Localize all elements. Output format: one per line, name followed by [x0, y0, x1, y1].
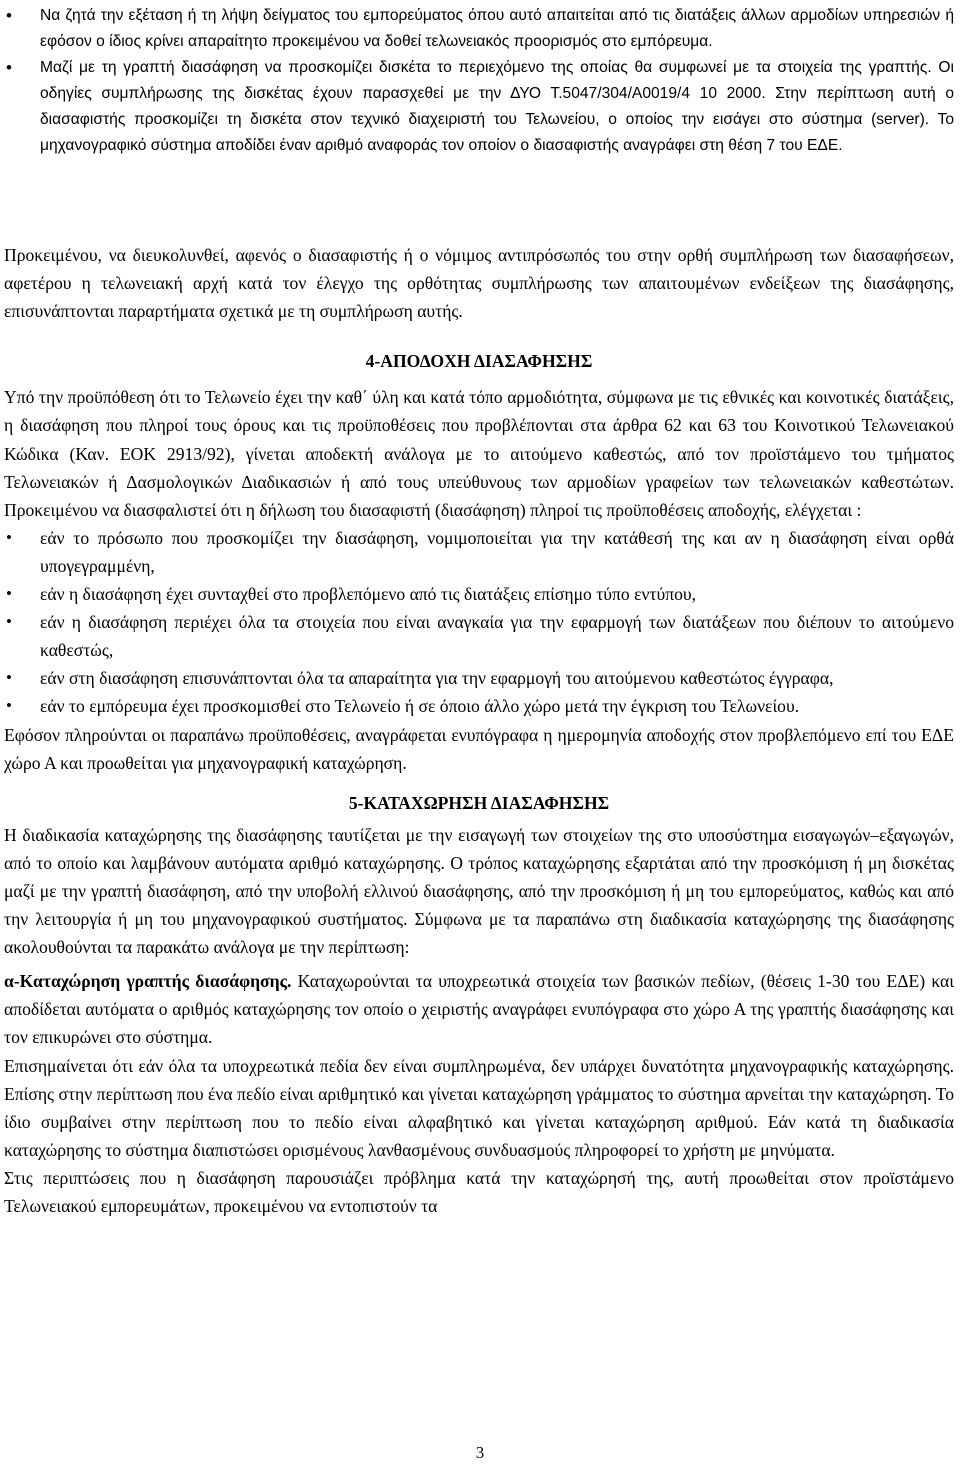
- list-item: • εάν η διασάφηση περιέχει όλα τα στοιχεία που είναι αναγκαία για την εφαρμογή των διατάξεων που διέπουν το αιτούμενο καθεστώς,: [4, 608, 954, 664]
- body-text: [4, 241, 954, 1220]
- paragraph-registration-1: Η διαδικασία καταχώρησης της διασάφησης ταυτίζεται με την εισαγωγή των στοιχείων της στο υποσύστημα εισαγωγών–εξαγωγών, από το οποίο και λαμβάνουν αυτόματα αριθμό καταχώρησης. Ο τρόπος καταχώρησης εξαρτάται από την προσκόμιση ή μη δισκέτας μαζί με την γραπτή διασάφηση, από την υποβολή ελλινού διασάφησης, από την προσκόμιση ή μη του εμπορεύματος, καθώς και από την λειτουργία ή μη του μηχανογραφικού συστήματος. Σύμφωνα με τα παραπάνω στη διαδικασία καταχώρησης της διασάφησης ακολουθούνται τα παρακάτω ανάλογα με την περίπτωση:: [4, 824, 954, 958]
- list-item: • Να ζητά την εξέταση ή τη λήψη δείγματος του εμπορεύματος όπου αυτό απαιτείται από τις διατάξεις άλλων αρμοδίων υπηρεσιών ή εφόσον ο ίδιος κρίνει απαραίτητο προκειμένου να δοθεί τελωνειακός προορισμός στο εμπόρευμα.: [4, 3, 954, 55]
- run-heading-written: α-Καταχώρηση γραπτής διασάφησης.: [4, 971, 292, 992]
- section-heading-acceptance: 4-ΑΠΟΔΟΧΗ ΔΙΑΣΑΦΗΣΗΣ: [365, 351, 593, 372]
- block1: [4, 3, 954, 159]
- list-item: • Μαζί με τη γραπτή διασάφηση να προσκομίζει δισκέτα το περιεχόμενο της οποίας θα συμφωνεί με τα στοιχεία της γραπτής. Οι οδηγίες συμπλήρωσης της δισκέτας έχουν παρασχεθεί με την ΔΥΟ Τ.5047/304/Α0019/4 10 2000. Στην περίπτωση αυτή ο διασαφιστής προσκομίζει τη δισκέτα στον τεχνικό διαχειριστή του Τελωνείου, ο οποίος την εισάγει στο σύστημα (server). Το μηχανογραφικό σύστημα αποδίδει έναν αριθμό αναφοράς τον οποίον ο διασαφιστής αναγράφει στη θέση 7 του ΕΔΕ.: [4, 55, 954, 159]
- paragraph-acceptance-intro: Υπό την προϋπόθεση ότι το Τελωνείο έχει την καθ΄ ύλη και κατά τόπο αρμοδιότητα, σύμφωνα με τις εθνικές και κοινοτικές διατάξεις, η διασάφηση που πληροί τους όρους και τις προϋποθέσεις που προβλέπονται στα άρθρα 62 και 63 του Κοινοτικού Τελωνειακού Κώδικα (Καν. ΕΟΚ 2913/92), γίνεται αποδεκτή ανάλογα με το αιτούμενο καθεστώς, από τον προϊστάμενο του τμήματος Τελωνειακών ή Δασμολογικών Διαδικασιών ή από τους υπεύθυνους των αρμοδίων γραφείων των τελωνειακών καθεστώτων. Προκειμένου να διασφαλιστεί ότι η δήλωση του διασαφιστή (διασάφηση) πληροί τις προϋποθέσεις αποδοχής, ελέγχεται :: [4, 387, 954, 520]
- list-item: • εάν το πρόσωπο που προσκομίζει την διασάφηση, νομιμοποιείται για την κατάθεσή της και αν η διασάφηση είναι ορθά υπογεγραμμένη,: [4, 524, 954, 580]
- block1-bullet-list: [4, 3, 954, 159]
- paragraph-registration-3: Επισημαίνεται ότι εάν όλα τα υποχρεωτικά πεδία δεν είναι συμπληρωμένα, δεν υπάρχει δυνατότητα μηχανογραφικής καταχώρησης. Επίσης στην περίπτωση που ένα πεδίο είναι αριθμητικό και γίνεται καταχώρηση γράμματος το σύστημα αρνείται την καταχώρηση. Το ίδιο συμβαίνει στην περίπτωση που το πεδίο είναι αλφαβητικό και γίνεται καταχώρηση αριθμού. Εάν κατά τη διαδικασία καταχώρησης το σύστημα διαπιστώσει ορισμένους λανθασμένους συνδυασμούς πληροφορεί το χρήστη με μηνύματα.: [4, 1055, 954, 1160]
- paragraph-registration-written: [4, 967, 954, 1051]
- list-item: • εάν στη διασάφηση επισυνάπτονται όλα τα απαραίτητα για την εφαρμογή του αιτούμενου καθεστώτος έγγραφα,: [4, 664, 954, 692]
- paragraph-acceptance-closing: Εφόσον πληρούνται οι παραπάνω προϋποθέσεις, αναγράφεται ενυπόγραφα η ημερομηνία αποδοχής στον προβλεπόμενο επί του ΕΔΕ χώρο Α και προωθείται για μηχανογραφική καταχώρηση.: [4, 724, 954, 773]
- page-number: 3: [475, 1443, 485, 1462]
- run-text-written: Καταχωρούνται τα υποχρεωτικά στοιχεία των βασικών πεδίων, (θέσεις 1-30 του ΕΔΕ) και αποδίδεται αυτόματα ο αριθμός καταχώρησης τον οποίο ο χειριστής αναγράφει ενυπόγραφα στο χώρο Α της γραπτής διασάφησης και τον επικυρώνει στο σύστημα.: [4, 971, 955, 1048]
- paragraph-registration-4: Στις περιπτώσεις που η διασάφηση παρουσιάζει πρόβλημα κατά την καταχώρησή της, αυτή προωθείται στον προϊστάμενο Τελωνειακού εμπορευμάτων, προκειμένου να εντοπιστούν τα: [4, 1167, 954, 1216]
- acceptance-checks-list: [4, 524, 954, 721]
- list-item: • εάν η διασάφηση έχει συνταχθεί στο προβλεπόμενο από τις διατάξεις επίσημο τύπο εντύπου,: [4, 580, 954, 608]
- section-heading-registration: 5-ΚΑΤΑΧΩΡΗΣΗ ΔΙΑΣΑΦΗΣΗΣ: [348, 792, 610, 813]
- paragraph-attachments: Προκειμένου, να διευκολυνθεί, αφενός ο διασαφιστής ή ο νόμιμος αντιπρόσωπός του στην ορθή συμπλήρωση των διασαφήσεων, αφετέρου η τελωνειακή αρχή κατά τον έλεγχο της ορθότητας συμπλήρωσης των απαιτουμένων ενδείξεων της διασάφησης, επισυνάπτονται παραρτήματα σχετικά με τη συμπλήρωση αυτής.: [4, 245, 954, 322]
- list-item: • εάν το εμπόρευμα έχει προσκομισθεί στο Τελωνείο ή σε όποιο άλλο χώρο μετά την έγκριση του Τελωνείου.: [4, 692, 954, 720]
